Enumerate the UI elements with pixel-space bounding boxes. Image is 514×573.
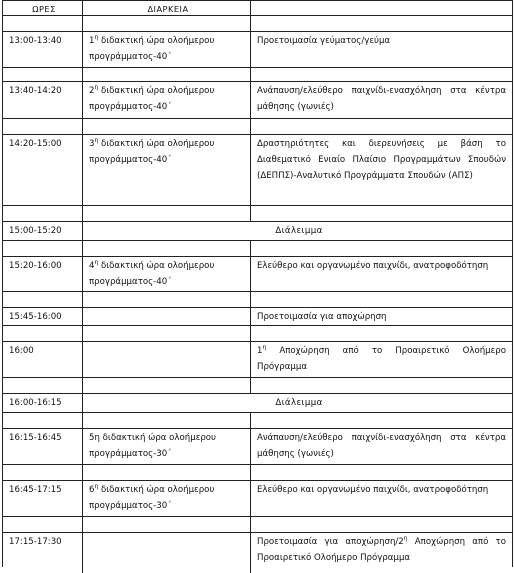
time-cell: 17:15-17:30 [3, 533, 83, 573]
table-row [3, 342, 512, 378]
spacer-row [3, 378, 512, 394]
table-row [3, 257, 512, 292]
header-activity [251, 1, 512, 15]
table-row [3, 135, 512, 206]
time-cell: 16:00 [3, 342, 83, 377]
header-duration: ΔΙΑΡΚΕΙΑ [83, 1, 251, 15]
duration-cell [83, 342, 251, 377]
activity-cell: Ελεύθερο και οργανωμένο παιχνίδι, ανατροφοδότηση [257, 485, 489, 495]
time-cell: 16:15-16:45 [3, 429, 83, 464]
time-cell: 14:20-15:00 [3, 135, 83, 205]
activity-cell: Προετοιμασία για αποχώρηση/$2^\eta$ Αποχώρηση από το Προαιρετικό Ολοήμερο Πρόγραμμα [257, 535, 506, 563]
table-row [3, 82, 512, 119]
activity-cell: Προετοιμασία γεύματος/γεύμα [257, 36, 391, 46]
break-label: Διάλειμμα [275, 226, 323, 236]
time-cell: 13:40-14:20 [3, 82, 83, 118]
table-row [3, 429, 512, 465]
spacer-row [3, 119, 512, 135]
duration-cell: $6^\eta$ διδακτική ώρα ολοήμερου προγράμματος-30΄ [83, 481, 251, 516]
break-label: Διάλειμμα [275, 398, 323, 408]
spacer-row [3, 517, 512, 533]
spacer-row [3, 292, 512, 308]
activity-cell: Ανάπαυση/ελεύθερο παιχνίδι-ενασχόληση στα κέντρα μάθησης (γωνιές) [257, 433, 506, 459]
duration-cell: $1^\eta$ διδακτική ώρα ολοήμερου προγράμματος-40΄ [83, 32, 251, 67]
table-row [3, 308, 512, 326]
duration-cell: 5η διδακτική ώρα ολοήμερου προγράμματος-30΄ [83, 429, 251, 464]
time-cell: 15:20-16:00 [3, 257, 83, 291]
table-row [3, 533, 512, 573]
time-cell: 16:45-17:15 [3, 481, 83, 516]
table-row [3, 32, 512, 68]
activity-cell: Ανάπαυση/ελεύθερο παιχνίδι-ενασχόληση στα κέντρα μάθησης (γωνιές) [257, 86, 506, 112]
spacer-row [3, 16, 512, 32]
break-row [3, 394, 512, 413]
time-cell: 15:45-16:00 [3, 308, 83, 325]
schedule-table [2, 0, 513, 567]
spacer-row [3, 241, 512, 257]
time-cell: 13:00-13:40 [3, 32, 83, 67]
duration-cell: $3^\eta$ διδακτική ώρα ολοήμερου προγράμματος-40΄ [83, 135, 251, 205]
duration-cell [83, 533, 251, 573]
spacer-row [3, 206, 512, 222]
spacer-row [3, 68, 512, 82]
activity-cell: Ελεύθερο και οργανωμένο παιχνίδι, ανατροφοδότηση [257, 261, 489, 271]
break-row [3, 222, 512, 241]
duration-cell: $2^\eta$ διδακτική ώρα ολοήμερου προγράμματος-40΄ [83, 82, 251, 118]
activity-cell: Προετοιμασία για αποχώρηση [257, 312, 387, 322]
time-cell: 15:00-15:20 [3, 222, 83, 240]
header-time: ΩΡΕΣ [3, 1, 83, 15]
spacer-row [3, 413, 512, 429]
activity-cell: Δραστηριότητες και διερευνήσεις με βάση το Διαθεματικό Ενιαίο Πλαίσιο Προγραμμάτων Σπουδών (ΔΕΠΠΣ)-Αναλυτικό Προγράμματα Σπουδών (ΑΠΣ) [257, 139, 506, 181]
duration-cell [83, 308, 251, 325]
table-header-row [3, 0, 512, 16]
spacer-row [3, 465, 512, 481]
spacer-row [3, 326, 512, 342]
time-cell: 16:00-16:15 [3, 394, 83, 412]
activity-cell: $1^\eta$ Αποχώρηση από το Προαιρετικό Ολοήμερο Πρόγραμμα [257, 344, 506, 372]
table-row [3, 481, 512, 517]
duration-cell: $4^\eta$ διδακτική ώρα ολοήμερου προγράμματος-40΄ [83, 257, 251, 291]
